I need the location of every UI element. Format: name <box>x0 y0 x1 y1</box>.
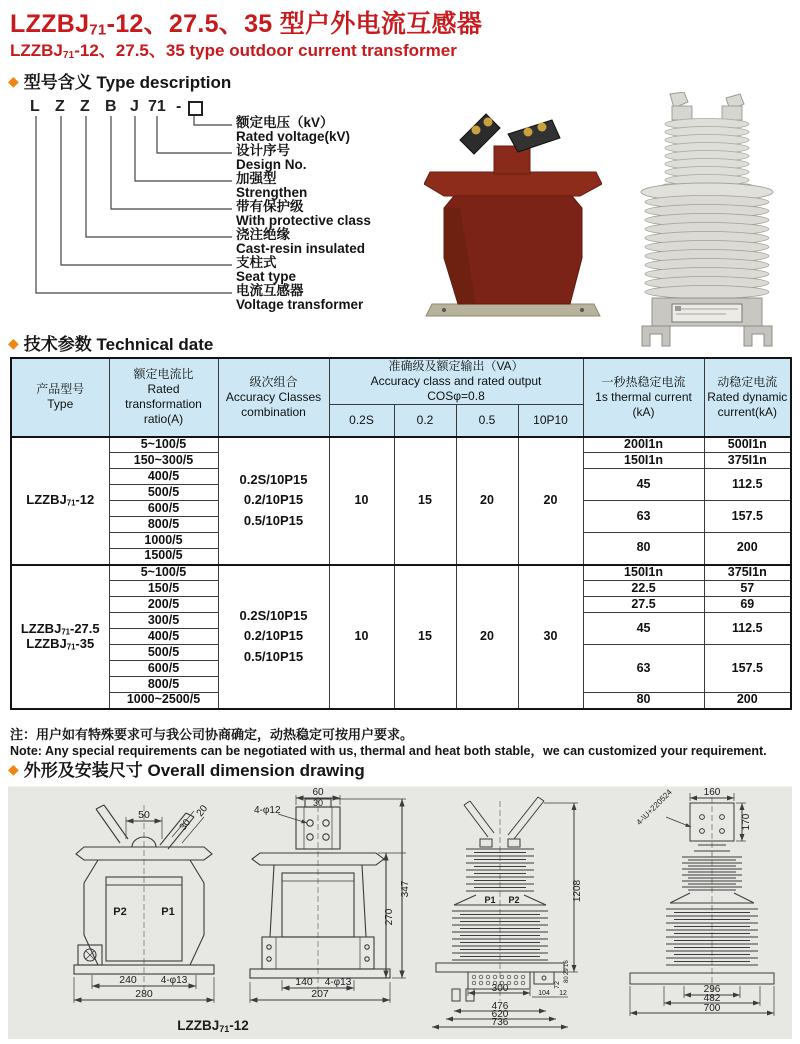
header-type-en: Type <box>47 397 74 412</box>
type-code-letter: Z <box>80 98 90 115</box>
dynamic-cell: 112.5 <box>704 469 791 501</box>
accuracy-cell <box>218 437 329 565</box>
dim-30: 30 <box>177 817 194 833</box>
tech-table-body <box>11 437 791 709</box>
dim-300: 300 <box>491 983 509 994</box>
dim-holes-35: 4-\U+220524 <box>634 787 674 827</box>
dynamic-cell: 375I1n <box>704 453 791 469</box>
thermal-cell: 63 <box>583 501 704 533</box>
type-code-label <box>236 200 371 228</box>
type-line <box>12 493 109 508</box>
dynamic-cell: 157.5 <box>704 501 791 533</box>
accuracy-line: 0.2S/10P15 <box>239 608 308 624</box>
type-code-label-en: With protective class <box>236 213 371 228</box>
nameplate <box>672 304 742 322</box>
dim-stack-29: 29 <box>564 968 570 975</box>
dimension-panel <box>8 786 792 1039</box>
dim-476: 476 <box>491 1001 509 1012</box>
caption-subscript: 71 <box>219 1024 230 1034</box>
technical-table-wrap <box>10 357 792 710</box>
type-rest: -35 <box>75 635 95 651</box>
header-thermal-en: 1s thermal current <box>595 389 692 404</box>
caption-prefix: LZZBJ <box>177 1018 220 1033</box>
diamond-bullet-icon: ◆ <box>8 72 19 89</box>
type-prefix: LZZBJ <box>26 492 67 508</box>
dim-482: 482 <box>703 993 721 1004</box>
type-prefix: LZZBJ <box>26 635 67 651</box>
type-code-label <box>236 228 365 256</box>
type-code-letter: L <box>30 98 40 115</box>
type-code-letter: J <box>130 98 139 115</box>
type-code-label-cn: 额定电压（kV） <box>236 115 334 130</box>
type-code-letter: B <box>105 98 117 115</box>
ratio-cell: 1000/5 <box>109 533 218 549</box>
ratio-cell: 500/5 <box>109 645 218 661</box>
header-va-02s: 0.2S <box>329 405 394 437</box>
type-code-label-cn: 带有保护级 <box>236 199 304 214</box>
header-type-cn: 产品型号 <box>36 382 85 397</box>
header-thermal-cn: 一秒热稳定电流 <box>601 374 686 389</box>
accuracy-line: 0.2S/10P15 <box>239 472 308 488</box>
ratio-cell: 300/5 <box>109 613 218 629</box>
thermal-cell: 150I1n <box>583 565 704 581</box>
caption-lzzbj71-12 <box>177 1018 249 1034</box>
type-code-diagram <box>0 0 430 330</box>
dynamic-cell: 69 <box>704 597 791 613</box>
type-code-label-cn: 支柱式 <box>236 255 277 270</box>
type-code-letter: Z <box>55 98 65 115</box>
table-row <box>11 565 791 581</box>
va-cell: 15 <box>394 565 456 709</box>
section-technical-data-label: 技术参数 Technical date <box>23 335 214 354</box>
ratio-cell: 1000~2500/5 <box>109 693 218 709</box>
header-va-cos: COSφ=0.8 <box>427 389 485 403</box>
dim-620: 620 <box>491 1009 509 1020</box>
ratio-cell: 5~100/5 <box>109 437 218 453</box>
caption-rest: -12 <box>229 1018 249 1033</box>
dynamic-cell: 200 <box>704 533 791 565</box>
type-code-label <box>236 116 350 144</box>
type-code-label-cn: 加强型 <box>236 171 277 186</box>
type-code-label-en: Design No. <box>236 157 307 172</box>
type-code-label-en: Cast-resin insulated <box>236 241 366 256</box>
type-code-label <box>236 256 296 284</box>
drawing-side-35 <box>630 793 774 1016</box>
va-cell: 20 <box>518 437 583 565</box>
type-code-label-en: Strengthen <box>236 185 308 200</box>
header-dynamic-en: Rated dynamic <box>707 389 788 404</box>
dim-240: 240 <box>119 974 137 986</box>
type-code-letter: - <box>176 98 182 115</box>
dynamic-cell: 200 <box>704 693 791 709</box>
ratio-cell: 600/5 <box>109 501 218 517</box>
dynamic-cell: 112.5 <box>704 613 791 645</box>
header-type <box>11 358 109 437</box>
header-va-05: 0.5 <box>456 405 518 437</box>
header-dynamic <box>704 358 791 437</box>
accuracy-line: 0.2/10P15 <box>243 492 304 508</box>
ratio-cell: 600/5 <box>109 661 218 677</box>
type-code-label <box>236 172 307 200</box>
va-cell: 10 <box>329 437 394 565</box>
thermal-cell: 150I1n <box>583 453 704 469</box>
va-cell: 10 <box>329 565 394 709</box>
type-subscript: 71 <box>61 626 70 636</box>
thermal-cell: 45 <box>583 613 704 645</box>
dim-280: 280 <box>135 988 153 1000</box>
type-code-label <box>236 144 307 172</box>
va-cell: 20 <box>456 437 518 565</box>
product-photo-35kv-art <box>626 92 788 348</box>
type-cell <box>11 437 109 565</box>
type-subscript: 71 <box>66 498 76 508</box>
title-prefix: LZZBJ <box>10 10 90 38</box>
header-dynamic-unit: current(kA) <box>717 404 777 419</box>
subtitle-rest: -12、27.5、35 type outdoor current transformer <box>74 41 457 60</box>
header-accuracy-cn: 级次组合 <box>249 374 298 389</box>
dim-4phi13-side: 4-φ13 <box>324 977 352 988</box>
title-rest: -12、27.5、35 型户外电流互感器 <box>106 10 483 38</box>
dim-296: 296 <box>703 984 721 995</box>
title-subscript: 71 <box>89 21 107 39</box>
header-thermal-unit: (kA) <box>632 404 655 419</box>
dim-50: 50 <box>138 809 150 821</box>
thermal-cell: 80 <box>583 533 704 565</box>
dynamic-cell: 57 <box>704 581 791 597</box>
dim-347: 347 <box>400 880 411 898</box>
thermal-cell: 200I1n <box>583 437 704 453</box>
dynamic-cell: 157.5 <box>704 645 791 693</box>
header-ratio-cn: 额定电流比 <box>133 367 194 382</box>
section-dimensions <box>8 756 365 781</box>
dim-170: 170 <box>741 813 752 831</box>
ratio-cell: 800/5 <box>109 517 218 533</box>
section-technical-data <box>8 330 213 355</box>
type-code-label <box>236 284 363 312</box>
dim-1208: 1208 <box>572 879 583 903</box>
type-subscript: 71 <box>66 641 76 651</box>
header-va-cn: 准确级及额定输出（VA） <box>388 359 524 373</box>
drawing-side-12 <box>250 795 406 1003</box>
dim-140: 140 <box>295 976 313 988</box>
header-va-group <box>329 358 583 405</box>
type-code-label-cn: 浇注绝缘 <box>236 227 290 242</box>
subtitle-prefix: LZZBJ <box>10 41 63 60</box>
thermal-cell: 63 <box>583 645 704 693</box>
diamond-bullet-icon: ◆ <box>8 760 19 777</box>
product-photo-35kv <box>626 92 788 353</box>
header-ratio-en: Rated transformation ratio(A) <box>125 382 202 427</box>
header-accuracy <box>218 358 329 437</box>
terminal-label-p1: P1 <box>161 906 175 918</box>
type-prefix: LZZBJ <box>20 620 62 636</box>
diamond-bullet-icon: ◆ <box>8 334 19 351</box>
ratio-cell: 200/5 <box>109 597 218 613</box>
ratio-cell: 150/5 <box>109 581 218 597</box>
note-en: Note: Any special requirements can be negotiated with us, thermal and heat both stable，we can customized your requirement. <box>10 744 767 758</box>
thermal-cell: 22.5 <box>583 581 704 597</box>
ratio-cell: 150~300/5 <box>109 453 218 469</box>
type-code-label-en: Voltage transformer <box>236 297 364 312</box>
dim-stack-16: 16 <box>564 960 570 967</box>
thermal-cell: 27.5 <box>583 597 704 613</box>
ratio-cell: 800/5 <box>109 677 218 693</box>
type-code-label-cn: 设计序号 <box>236 143 290 158</box>
type-code-placeholder-box <box>188 101 203 116</box>
type-cell <box>11 565 109 709</box>
dim-270: 270 <box>384 908 395 926</box>
type-code-label-en: Seat type <box>236 269 297 284</box>
dim-20: 20 <box>194 803 211 819</box>
accuracy-line: 0.5/10P15 <box>243 648 304 664</box>
product-photo-12kv <box>424 108 602 325</box>
va-cell: 15 <box>394 437 456 565</box>
note-cn: 注：用户如有特殊要求可与我公司协商确定，动热稳定可按用户要求。 <box>10 727 414 742</box>
terminal-label-p1-35: P1 <box>484 895 496 905</box>
type-code-label-cn: 电流互感器 <box>236 283 304 298</box>
ratio-cell: 1500/5 <box>109 549 218 565</box>
table-row <box>11 437 791 453</box>
dim-12: 12 <box>559 990 567 997</box>
subtitle-subscript: 71 <box>62 49 75 61</box>
header-va-02: 0.2 <box>394 405 456 437</box>
header-va-10p10: 10P10 <box>518 405 583 437</box>
header-va-en: Accuracy class and rated output <box>370 374 542 388</box>
header-accuracy-en: Accuracy Classes combination <box>225 389 322 419</box>
type-code-letter: 71 <box>148 98 166 115</box>
dim-30-side: 30 <box>312 798 324 808</box>
dimension-drawings <box>8 787 792 1039</box>
dim-60: 60 <box>312 787 324 798</box>
va-cell: 30 <box>518 565 583 709</box>
dim-207: 207 <box>311 988 329 1000</box>
header-ratio <box>109 358 218 437</box>
type-rest: -12 <box>75 492 95 508</box>
dynamic-cell: 500I1n <box>704 437 791 453</box>
dynamic-cell: 375I1n <box>704 565 791 581</box>
dim-4phi13-front: 4-φ13 <box>160 975 188 986</box>
va-cell: 20 <box>456 565 518 709</box>
dim-700: 700 <box>703 1003 721 1014</box>
ratio-cell: 400/5 <box>109 629 218 645</box>
terminal-label-p2-35: P2 <box>508 895 520 905</box>
header-dynamic-cn: 动稳定电流 <box>717 374 778 389</box>
ratio-cell: 400/5 <box>109 469 218 485</box>
drawing-front-12 <box>74 805 214 1003</box>
accuracy-cell <box>218 565 329 709</box>
ratio-cell: 5~100/5 <box>109 565 218 581</box>
ratio-cell: 500/5 <box>109 485 218 501</box>
product-photo-12kv-art <box>424 108 602 320</box>
table-header <box>11 358 791 437</box>
thermal-cell: 45 <box>583 469 704 501</box>
type-line <box>12 622 109 637</box>
type-code-connectors <box>0 0 430 330</box>
dim-stack-80: 80 <box>564 976 570 983</box>
thermal-cell: 80 <box>583 693 704 709</box>
dim-104: 104 <box>538 990 550 997</box>
accuracy-line: 0.2/10P15 <box>243 628 304 644</box>
type-rest: -27.5 <box>70 620 100 636</box>
accuracy-line: 0.5/10P15 <box>243 512 304 528</box>
type-code-label-en: Rated voltage(kV) <box>236 129 351 144</box>
technical-table <box>10 357 792 710</box>
type-line <box>12 637 109 652</box>
section-dimensions-label: 外形及安装尺寸 Overall dimension drawing <box>23 761 365 780</box>
dim-72: 72 <box>554 981 561 989</box>
dim-4phi12: 4-φ12 <box>254 805 281 816</box>
section-type-description-label: 型号含义 Type description <box>23 73 232 92</box>
header-thermal <box>583 358 704 437</box>
dim-736: 736 <box>491 1017 509 1028</box>
dim-160: 160 <box>703 787 721 798</box>
terminal-label-p2: P2 <box>113 906 127 918</box>
